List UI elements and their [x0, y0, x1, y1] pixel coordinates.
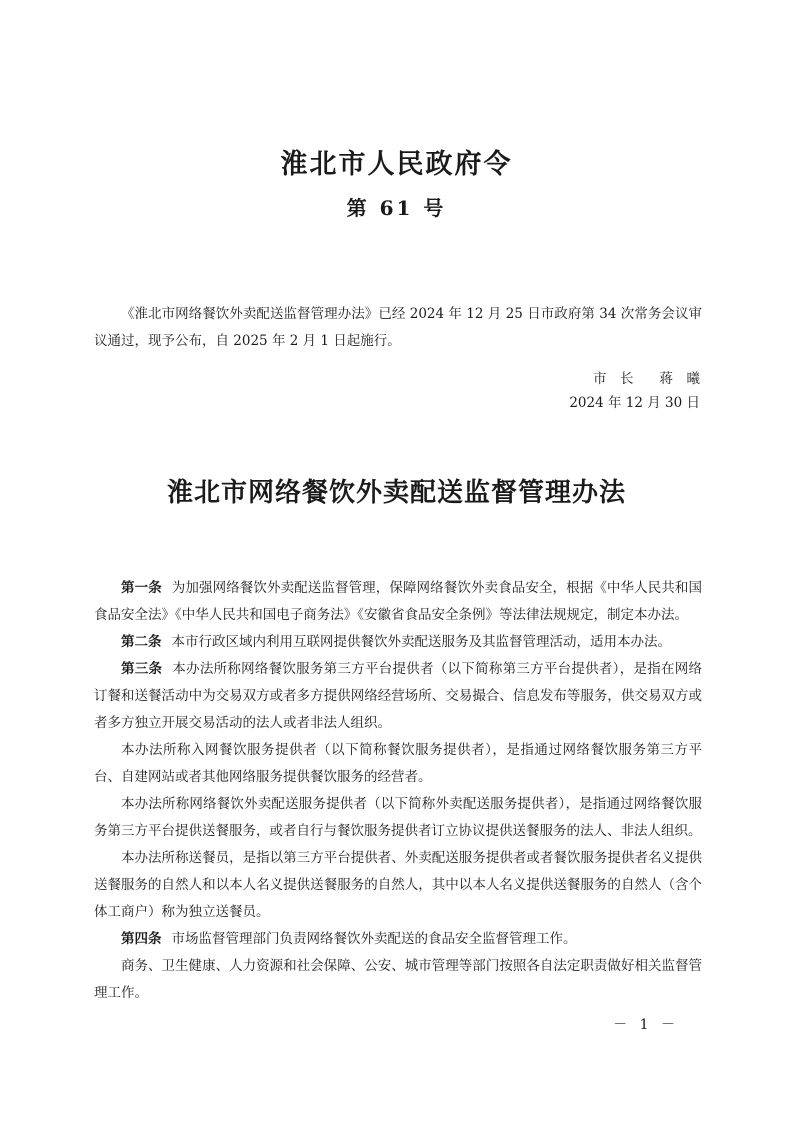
paragraph-text: 本办法所称送餐员，是指以第三方平台提供者、外卖配送服务提供者或者餐饮服务提供者名义提供送餐服务的自然人和以本人名义提供送餐服务的自然人，其中以本人名义提供送餐服务的自然人（含个体工商户）称为独立送餐员。 [94, 850, 702, 920]
body-paragraph [94, 737, 702, 791]
paragraph-text: 市场监督管理部门负责网络餐饮外卖配送的食品安全监督管理工作。 [171, 931, 577, 947]
paragraph-text: 本办法所称网络餐饮外卖配送服务提供者（以下简称外卖配送服务提供者），是指通过网络餐饮服务第三方平台提供送餐服务，或者自行与餐饮服务提供者订立协议提供送餐服务的法人、非法人组织。 [94, 796, 702, 839]
article-number: 第三条 [121, 661, 163, 677]
article-number: 第一条 [121, 580, 162, 596]
article-paragraph [94, 629, 702, 656]
measure-title: 淮北市网络餐饮外卖配送监督管理办法 [166, 478, 626, 508]
signature-date: 2024 年 12 月 30 日 [569, 395, 700, 411]
article-paragraph [94, 656, 702, 737]
article-paragraph [94, 575, 702, 629]
mayor-name: 蒋 曦 [659, 371, 700, 387]
order-number: 第 61 号 [346, 196, 447, 220]
promulgation-text: 《淮北市网络餐饮外卖配送监督管理办法》已经 2024 年 12 月 25 日市政府第 34 次常务会议审议通过，现予公布，自 2025 年 2 月 1 日起施行。 [94, 305, 702, 349]
article-number: 第四条 [121, 931, 162, 947]
paragraph-text: 商务、卫生健康、人力资源和社会保障、公安、城市管理等部门按照各自法定职责做好相关监督管理工作。 [94, 958, 702, 1001]
paragraph-text: 本办法所称入网餐饮服务提供者（以下简称餐饮服务提供者），是指通过网络餐饮服务第三方平台、自建网站或者其他网络服务提供餐饮服务的经营者。 [94, 742, 702, 785]
signature-line [593, 367, 700, 391]
body-paragraph [94, 953, 702, 1007]
order-title: 淮北市人民政府令 [280, 149, 513, 180]
measure-body [94, 575, 702, 1007]
article-number: 第二条 [121, 634, 162, 650]
body-paragraph [94, 791, 702, 845]
page-number: － 1 － [613, 1017, 679, 1033]
paragraph-text: 本办法所称网络餐饮服务第三方平台提供者（以下简称第三方平台提供者），是指在网络订餐和送餐活动中为交易双方或者多方提供网络经营场所、交易撮合、信息发布等服务，供交易双方或者多方独立开展交易活动的法人或者非法人组织。 [94, 661, 703, 731]
body-paragraph [94, 845, 702, 926]
paragraph-text: 本市行政区域内利用互联网提供餐饮外卖配送服务及其监督管理活动，适用本办法。 [171, 634, 671, 650]
mayor-title: 市 长 [593, 371, 634, 387]
paragraph-text: 为加强网络餐饮外卖配送监督管理，保障网络餐饮外卖食品安全，根据《中华人民共和国食品安全法》《中华人民共和国电子商务法》《安徽省食品安全条例》等法律法规规定，制定本办法。 [94, 580, 703, 623]
article-paragraph [94, 926, 702, 953]
